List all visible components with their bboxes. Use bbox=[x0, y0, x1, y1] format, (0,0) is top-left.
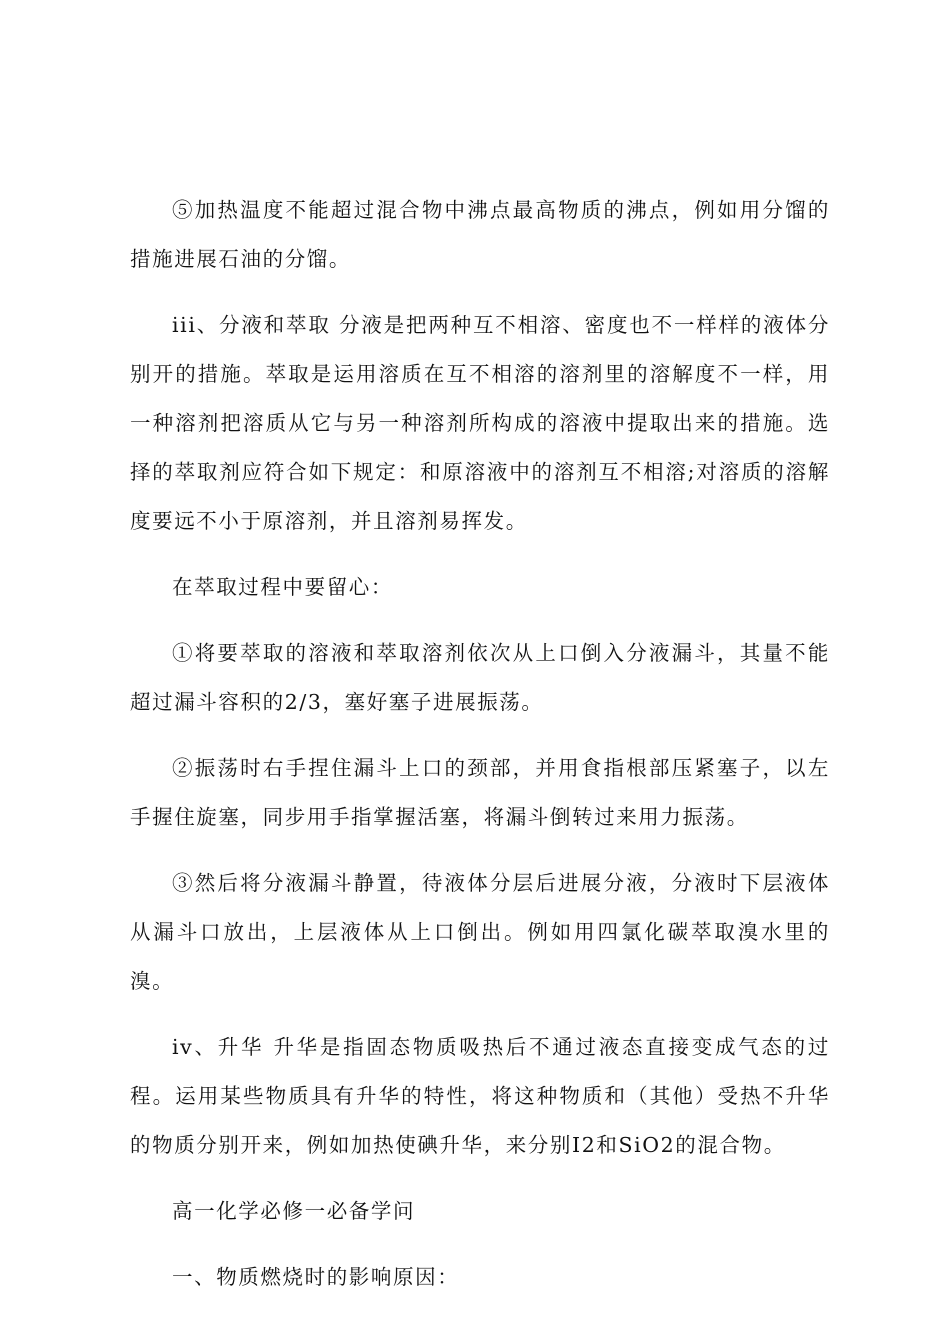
document-body bbox=[130, 186, 830, 1319]
paragraph-heating-temperature: ⑤加热温度不能超过混合物中沸点最高物质的沸点，例如用分馏的措施进展石油的分馏。 bbox=[130, 198, 830, 271]
paragraph-extraction-step-1: ①将要萃取的溶液和萃取溶剂依次从上口倒入分液漏斗，其量不能超过漏斗容积的2/3，塞好塞子进展振荡。 bbox=[130, 641, 830, 714]
paragraph-extraction-step-2: ②振荡时右手捏住漏斗上口的颈部，并用食指根部压紧塞子，以左手握住旋塞，同步用手指掌握活塞，将漏斗倒转过来用力振荡。 bbox=[130, 756, 830, 829]
paragraph-separation-extraction: iii、分液和萃取 分液是把两种互不相溶、密度也不一样样的液体分别开的措施。萃取是运用溶质在互不相溶的溶剂里的溶解度不一样，用一种溶剂把溶质从它与另一种溶剂所构成的溶液中提取出来的措施。选择的萃取剂应符合如下规定：和原溶液中的溶剂互不相溶;对溶质的溶解度要远不小于原溶剂，并且溶剂易挥发。 bbox=[130, 313, 830, 533]
paragraph-extraction-notes-intro: 在萃取过程中要留心： bbox=[172, 575, 393, 599]
section-heading-chemistry-knowledge: 高一化学必修一必备学问 bbox=[172, 1199, 416, 1223]
section-heading-combustion-factors: 一、物质燃烧时的影响原因： bbox=[172, 1265, 460, 1289]
paragraph-sublimation: iv、升华 升华是指固态物质吸热后不通过液态直接变成气态的过程。运用某些物质具有升华的特性，将这种物质和（其他）受热不升华的物质分别开来，例如加热使碘升华，来分别I2和SiO2的混合物。 bbox=[130, 1035, 830, 1157]
paragraph-extraction-step-3: ③然后将分液漏斗静置，待液体分层后进展分液，分液时下层液体从漏斗口放出，上层液体从上口倒出。例如用四氯化碳萃取溴水里的溴。 bbox=[130, 871, 830, 993]
